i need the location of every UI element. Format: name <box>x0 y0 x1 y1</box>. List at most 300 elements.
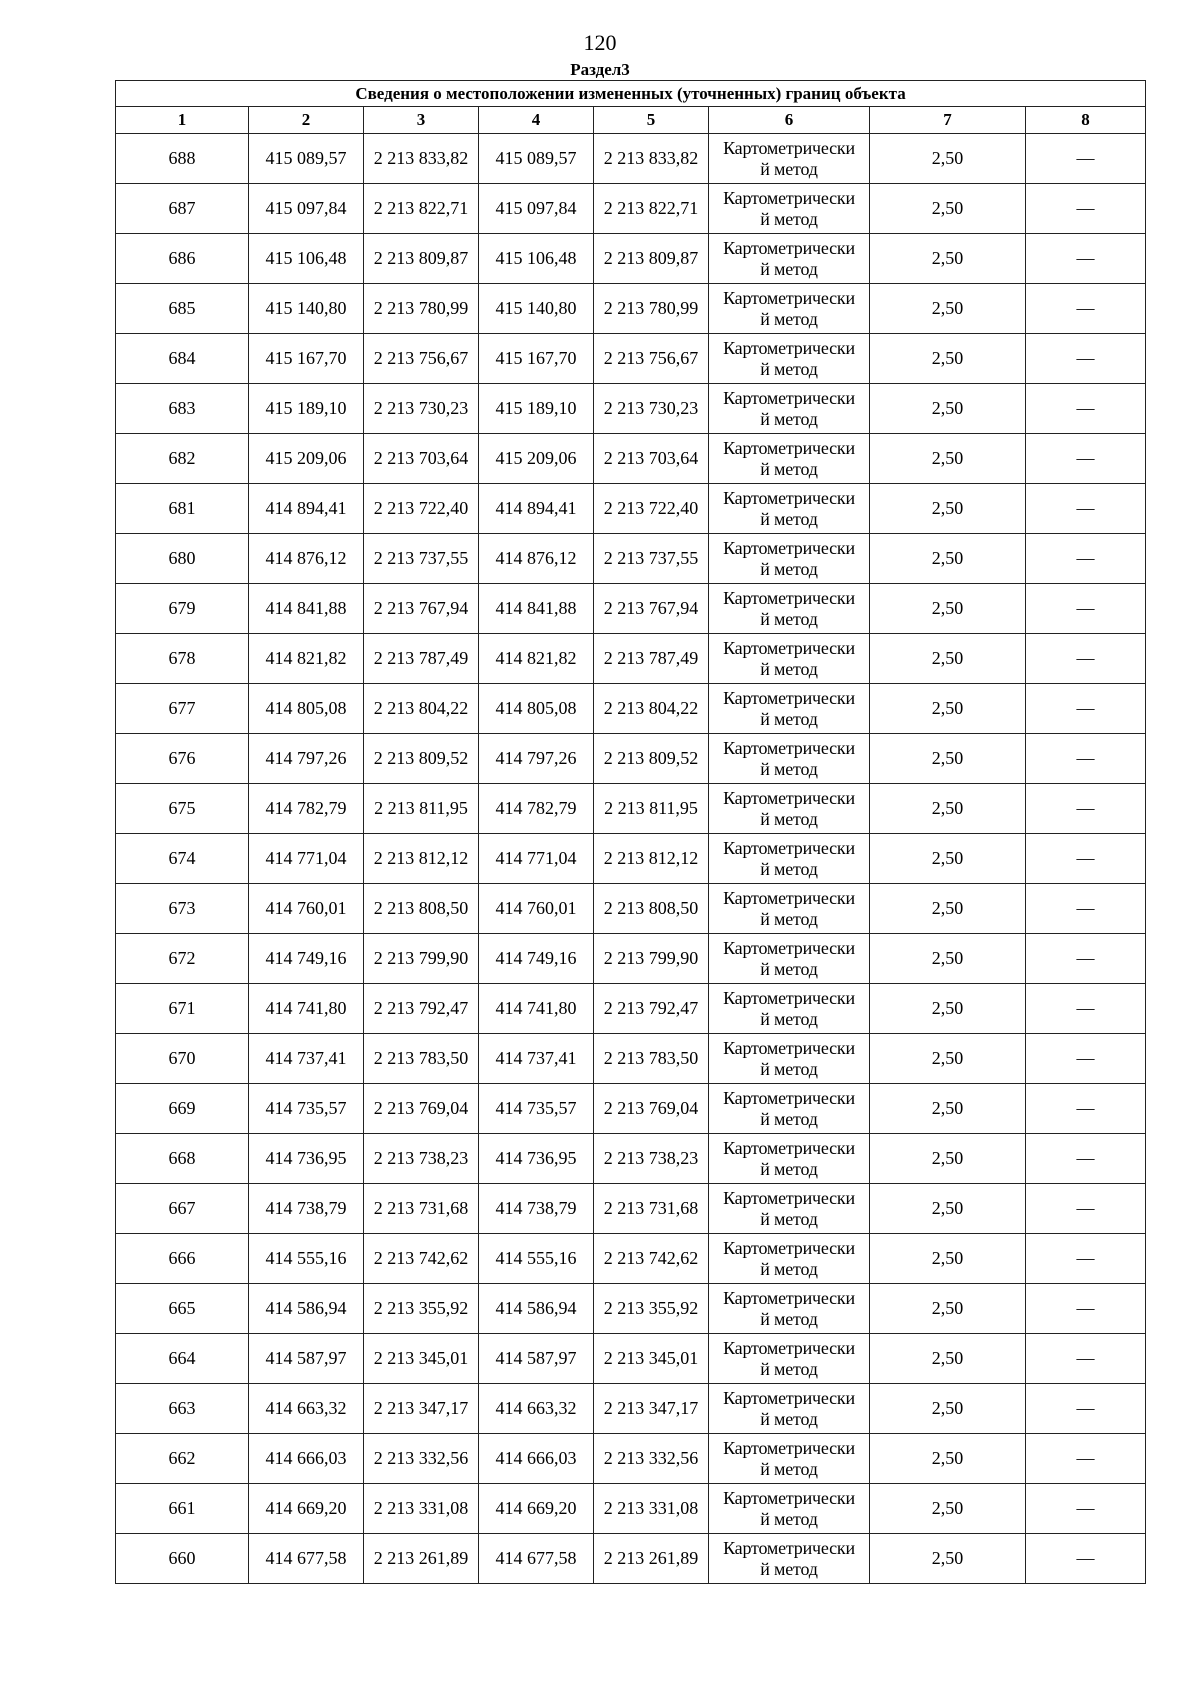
accuracy-cell: 2,50 <box>870 1184 1026 1234</box>
table-row <box>116 284 1146 334</box>
method-line-1: Картометрически <box>723 637 855 658</box>
accuracy-cell: 2,50 <box>870 834 1026 884</box>
accuracy-cell: 2,50 <box>870 984 1026 1034</box>
method-line-2: й метод <box>760 358 818 379</box>
method-line-2: й метод <box>760 708 818 729</box>
y-new-cell: 2 213 742,62 <box>594 1234 709 1284</box>
x-new-cell: 415 106,48 <box>479 234 594 284</box>
method-line-2: й метод <box>760 608 818 629</box>
x-existing-cell: 414 741,80 <box>249 984 364 1034</box>
table-row <box>116 184 1146 234</box>
y-new-cell: 2 213 812,12 <box>594 834 709 884</box>
note-cell: — <box>1026 1334 1146 1384</box>
method-line-1: Картометрически <box>723 1287 855 1308</box>
y-existing-cell: 2 213 261,89 <box>364 1534 479 1584</box>
point-number-cell: 665 <box>116 1284 249 1334</box>
method-line-1: Картометрически <box>723 1437 855 1458</box>
column-number: 3 <box>364 107 479 134</box>
method-cell <box>709 684 870 734</box>
y-existing-cell: 2 213 737,55 <box>364 534 479 584</box>
method-line-1: Картометрически <box>723 1037 855 1058</box>
y-existing-cell: 2 213 783,50 <box>364 1034 479 1084</box>
accuracy-cell: 2,50 <box>870 1484 1026 1534</box>
y-new-cell: 2 213 767,94 <box>594 584 709 634</box>
y-new-cell: 2 213 756,67 <box>594 334 709 384</box>
x-new-cell: 414 666,03 <box>479 1434 594 1484</box>
column-number: 6 <box>709 107 870 134</box>
x-existing-cell: 414 555,16 <box>249 1234 364 1284</box>
note-cell: — <box>1026 334 1146 384</box>
x-new-cell: 414 749,16 <box>479 934 594 984</box>
x-new-cell: 414 841,88 <box>479 584 594 634</box>
table-row <box>116 1484 1146 1534</box>
point-number-cell: 684 <box>116 334 249 384</box>
note-cell: — <box>1026 1284 1146 1334</box>
method-cell <box>709 784 870 834</box>
method-line-2: й метод <box>760 458 818 479</box>
point-number-cell: 676 <box>116 734 249 784</box>
table-row <box>116 134 1146 184</box>
note-cell: — <box>1026 484 1146 534</box>
x-new-cell: 415 097,84 <box>479 184 594 234</box>
x-new-cell: 414 782,79 <box>479 784 594 834</box>
y-existing-cell: 2 213 809,52 <box>364 734 479 784</box>
method-line-1: Картометрически <box>723 187 855 208</box>
method-line-2: й метод <box>760 808 818 829</box>
method-line-1: Картометрически <box>723 787 855 808</box>
x-existing-cell: 414 760,01 <box>249 884 364 934</box>
y-new-cell: 2 213 345,01 <box>594 1334 709 1384</box>
table-row <box>116 1384 1146 1434</box>
accuracy-cell: 2,50 <box>870 1084 1026 1134</box>
table-row <box>116 1334 1146 1384</box>
y-new-cell: 2 213 799,90 <box>594 934 709 984</box>
method-cell <box>709 834 870 884</box>
point-number-cell: 688 <box>116 134 249 184</box>
table-row <box>116 534 1146 584</box>
method-cell <box>709 934 870 984</box>
y-new-cell: 2 213 769,04 <box>594 1084 709 1134</box>
x-new-cell: 414 737,41 <box>479 1034 594 1084</box>
x-existing-cell: 415 097,84 <box>249 184 364 234</box>
table-row <box>116 1184 1146 1234</box>
y-new-cell: 2 213 811,95 <box>594 784 709 834</box>
x-new-cell: 414 741,80 <box>479 984 594 1034</box>
accuracy-cell: 2,50 <box>870 1284 1026 1334</box>
table-row <box>116 484 1146 534</box>
y-new-cell: 2 213 722,40 <box>594 484 709 534</box>
method-line-2: й метод <box>760 508 818 529</box>
method-cell <box>709 1384 870 1434</box>
method-cell <box>709 1184 870 1234</box>
y-existing-cell: 2 213 742,62 <box>364 1234 479 1284</box>
point-number-cell: 664 <box>116 1334 249 1384</box>
y-existing-cell: 2 213 355,92 <box>364 1284 479 1334</box>
method-line-1: Картометрически <box>723 1187 855 1208</box>
note-cell: — <box>1026 384 1146 434</box>
method-line-2: й метод <box>760 1308 818 1329</box>
method-line-1: Картометрически <box>723 1137 855 1158</box>
x-existing-cell: 415 209,06 <box>249 434 364 484</box>
x-existing-cell: 414 749,16 <box>249 934 364 984</box>
method-line-1: Картометрически <box>723 287 855 308</box>
x-new-cell: 414 586,94 <box>479 1284 594 1334</box>
accuracy-cell: 2,50 <box>870 234 1026 284</box>
x-existing-cell: 414 666,03 <box>249 1434 364 1484</box>
x-new-cell: 415 140,80 <box>479 284 594 334</box>
y-existing-cell: 2 213 756,67 <box>364 334 479 384</box>
x-new-cell: 415 209,06 <box>479 434 594 484</box>
accuracy-cell: 2,50 <box>870 1434 1026 1484</box>
table-row <box>116 1084 1146 1134</box>
x-new-cell: 414 663,32 <box>479 1384 594 1434</box>
method-cell <box>709 1234 870 1284</box>
method-cell <box>709 484 870 534</box>
method-line-2: й метод <box>760 1108 818 1129</box>
note-cell: — <box>1026 534 1146 584</box>
accuracy-cell: 2,50 <box>870 534 1026 584</box>
column-number: 4 <box>479 107 594 134</box>
method-cell <box>709 1134 870 1184</box>
accuracy-cell: 2,50 <box>870 884 1026 934</box>
column-number-row <box>116 107 1146 134</box>
point-number-cell: 666 <box>116 1234 249 1284</box>
point-number-cell: 683 <box>116 384 249 434</box>
x-existing-cell: 415 189,10 <box>249 384 364 434</box>
method-line-1: Картометрически <box>723 687 855 708</box>
method-cell <box>709 384 870 434</box>
note-cell: — <box>1026 634 1146 684</box>
accuracy-cell: 2,50 <box>870 1334 1026 1384</box>
method-line-2: й метод <box>760 658 818 679</box>
point-number-cell: 687 <box>116 184 249 234</box>
method-cell <box>709 634 870 684</box>
x-new-cell: 414 805,08 <box>479 684 594 734</box>
y-existing-cell: 2 213 833,82 <box>364 134 479 184</box>
point-number-cell: 686 <box>116 234 249 284</box>
method-line-2: й метод <box>760 1208 818 1229</box>
x-existing-cell: 414 876,12 <box>249 534 364 584</box>
y-existing-cell: 2 213 332,56 <box>364 1434 479 1484</box>
table-row <box>116 784 1146 834</box>
x-new-cell: 414 771,04 <box>479 834 594 884</box>
point-number-cell: 663 <box>116 1384 249 1434</box>
method-cell <box>709 584 870 634</box>
point-number-cell: 671 <box>116 984 249 1034</box>
accuracy-cell: 2,50 <box>870 434 1026 484</box>
accuracy-cell: 2,50 <box>870 784 1026 834</box>
method-line-2: й метод <box>760 1558 818 1579</box>
y-new-cell: 2 213 332,56 <box>594 1434 709 1484</box>
table-row <box>116 384 1146 434</box>
x-new-cell: 414 735,57 <box>479 1084 594 1134</box>
accuracy-cell: 2,50 <box>870 484 1026 534</box>
method-line-2: й метод <box>760 308 818 329</box>
y-new-cell: 2 213 703,64 <box>594 434 709 484</box>
note-cell: — <box>1026 1034 1146 1084</box>
method-line-2: й метод <box>760 1408 818 1429</box>
method-line-1: Картометрически <box>723 1537 855 1558</box>
note-cell: — <box>1026 1234 1146 1284</box>
x-existing-cell: 414 677,58 <box>249 1534 364 1584</box>
y-existing-cell: 2 213 809,87 <box>364 234 479 284</box>
y-existing-cell: 2 213 769,04 <box>364 1084 479 1134</box>
y-existing-cell: 2 213 738,23 <box>364 1134 479 1184</box>
y-existing-cell: 2 213 787,49 <box>364 634 479 684</box>
x-existing-cell: 414 663,32 <box>249 1384 364 1434</box>
accuracy-cell: 2,50 <box>870 1534 1026 1584</box>
method-line-2: й метод <box>760 758 818 779</box>
note-cell: — <box>1026 834 1146 884</box>
y-new-cell: 2 213 347,17 <box>594 1384 709 1434</box>
y-new-cell: 2 213 787,49 <box>594 634 709 684</box>
x-existing-cell: 414 841,88 <box>249 584 364 634</box>
table-caption: Сведения о местоположении измененных (уточненных) границ объекта <box>116 81 1146 107</box>
accuracy-cell: 2,50 <box>870 1234 1026 1284</box>
y-new-cell: 2 213 783,50 <box>594 1034 709 1084</box>
note-cell: — <box>1026 434 1146 484</box>
y-new-cell: 2 213 833,82 <box>594 134 709 184</box>
x-existing-cell: 415 106,48 <box>249 234 364 284</box>
method-cell <box>709 884 870 934</box>
method-line-2: й метод <box>760 958 818 979</box>
point-number-cell: 685 <box>116 284 249 334</box>
method-line-1: Картометрически <box>723 1487 855 1508</box>
method-cell <box>709 1084 870 1134</box>
table-row <box>116 334 1146 384</box>
y-new-cell: 2 213 331,08 <box>594 1484 709 1534</box>
x-existing-cell: 414 805,08 <box>249 684 364 734</box>
method-line-1: Картометрически <box>723 1387 855 1408</box>
note-cell: — <box>1026 684 1146 734</box>
accuracy-cell: 2,50 <box>870 1384 1026 1434</box>
y-existing-cell: 2 213 730,23 <box>364 384 479 434</box>
method-line-2: й метод <box>760 158 818 179</box>
method-line-2: й метод <box>760 1008 818 1029</box>
accuracy-cell: 2,50 <box>870 634 1026 684</box>
y-existing-cell: 2 213 767,94 <box>364 584 479 634</box>
y-existing-cell: 2 213 811,95 <box>364 784 479 834</box>
note-cell: — <box>1026 1084 1146 1134</box>
accuracy-cell: 2,50 <box>870 934 1026 984</box>
y-new-cell: 2 213 261,89 <box>594 1534 709 1584</box>
page-number: 120 <box>583 30 617 55</box>
column-number: 8 <box>1026 107 1146 134</box>
note-cell: — <box>1026 884 1146 934</box>
note-cell: — <box>1026 284 1146 334</box>
method-line-2: й метод <box>760 1358 818 1379</box>
y-new-cell: 2 213 737,55 <box>594 534 709 584</box>
note-cell: — <box>1026 984 1146 1034</box>
method-cell <box>709 184 870 234</box>
method-cell <box>709 284 870 334</box>
note-cell: — <box>1026 1384 1146 1434</box>
method-cell <box>709 134 870 184</box>
y-new-cell: 2 213 792,47 <box>594 984 709 1034</box>
y-existing-cell: 2 213 812,12 <box>364 834 479 884</box>
method-cell <box>709 1484 870 1534</box>
method-cell <box>709 734 870 784</box>
x-new-cell: 414 760,01 <box>479 884 594 934</box>
method-line-2: й метод <box>760 1258 818 1279</box>
table-row <box>116 1134 1146 1184</box>
method-line-2: й метод <box>760 558 818 579</box>
y-new-cell: 2 213 809,87 <box>594 234 709 284</box>
method-cell <box>709 434 870 484</box>
column-number: 7 <box>870 107 1026 134</box>
point-number-cell: 672 <box>116 934 249 984</box>
method-line-1: Картометрически <box>723 437 855 458</box>
y-existing-cell: 2 213 345,01 <box>364 1334 479 1384</box>
point-number-cell: 660 <box>116 1534 249 1584</box>
x-existing-cell: 414 821,82 <box>249 634 364 684</box>
y-existing-cell: 2 213 780,99 <box>364 284 479 334</box>
method-line-1: Картометрически <box>723 487 855 508</box>
x-existing-cell: 414 669,20 <box>249 1484 364 1534</box>
table-row <box>116 434 1146 484</box>
table-row <box>116 1434 1146 1484</box>
point-number-cell: 674 <box>116 834 249 884</box>
accuracy-cell: 2,50 <box>870 184 1026 234</box>
method-line-2: й метод <box>760 258 818 279</box>
y-new-cell: 2 213 780,99 <box>594 284 709 334</box>
x-existing-cell: 414 737,41 <box>249 1034 364 1084</box>
point-number-cell: 682 <box>116 434 249 484</box>
note-cell: — <box>1026 1184 1146 1234</box>
x-new-cell: 414 821,82 <box>479 634 594 684</box>
method-line-2: й метод <box>760 408 818 429</box>
accuracy-cell: 2,50 <box>870 134 1026 184</box>
method-line-2: й метод <box>760 1508 818 1529</box>
method-line-2: й метод <box>760 1058 818 1079</box>
x-new-cell: 414 736,95 <box>479 1134 594 1184</box>
x-existing-cell: 414 894,41 <box>249 484 364 534</box>
note-cell: — <box>1026 584 1146 634</box>
note-cell: — <box>1026 934 1146 984</box>
x-existing-cell: 414 797,26 <box>249 734 364 784</box>
table-row <box>116 1534 1146 1584</box>
method-line-1: Картометрически <box>723 887 855 908</box>
table-row <box>116 934 1146 984</box>
method-line-1: Картометрически <box>723 587 855 608</box>
y-existing-cell: 2 213 792,47 <box>364 984 479 1034</box>
point-number-cell: 680 <box>116 534 249 584</box>
method-line-1: Картометрически <box>723 987 855 1008</box>
x-new-cell: 414 587,97 <box>479 1334 594 1384</box>
method-line-1: Картометрически <box>723 237 855 258</box>
note-cell: — <box>1026 1434 1146 1484</box>
table-body <box>116 134 1146 1584</box>
point-number-cell: 678 <box>116 634 249 684</box>
table-row <box>116 634 1146 684</box>
point-number-cell: 667 <box>116 1184 249 1234</box>
x-existing-cell: 415 140,80 <box>249 284 364 334</box>
y-existing-cell: 2 213 731,68 <box>364 1184 479 1234</box>
y-new-cell: 2 213 822,71 <box>594 184 709 234</box>
method-cell <box>709 234 870 284</box>
y-existing-cell: 2 213 822,71 <box>364 184 479 234</box>
note-cell: — <box>1026 134 1146 184</box>
x-new-cell: 414 669,20 <box>479 1484 594 1534</box>
x-new-cell: 414 738,79 <box>479 1184 594 1234</box>
accuracy-cell: 2,50 <box>870 284 1026 334</box>
note-cell: — <box>1026 1134 1146 1184</box>
x-new-cell: 414 677,58 <box>479 1534 594 1584</box>
method-line-1: Картометрически <box>723 537 855 558</box>
y-new-cell: 2 213 355,92 <box>594 1284 709 1334</box>
accuracy-cell: 2,50 <box>870 684 1026 734</box>
section-title: Раздел3 <box>570 60 630 79</box>
point-number-cell: 679 <box>116 584 249 634</box>
method-line-1: Картометрически <box>723 837 855 858</box>
y-new-cell: 2 213 731,68 <box>594 1184 709 1234</box>
x-existing-cell: 414 771,04 <box>249 834 364 884</box>
note-cell: — <box>1026 184 1146 234</box>
table-row <box>116 734 1146 784</box>
note-cell: — <box>1026 784 1146 834</box>
point-number-cell: 668 <box>116 1134 249 1184</box>
method-line-1: Картометрически <box>723 1087 855 1108</box>
x-new-cell: 414 797,26 <box>479 734 594 784</box>
table-row <box>116 584 1146 634</box>
point-number-cell: 673 <box>116 884 249 934</box>
x-existing-cell: 414 782,79 <box>249 784 364 834</box>
table-row <box>116 1284 1146 1334</box>
y-existing-cell: 2 213 703,64 <box>364 434 479 484</box>
x-existing-cell: 414 735,57 <box>249 1084 364 1134</box>
table-row <box>116 1034 1146 1084</box>
method-cell <box>709 334 870 384</box>
method-line-1: Картометрически <box>723 387 855 408</box>
table-row <box>116 884 1146 934</box>
method-line-1: Картометрически <box>723 337 855 358</box>
y-new-cell: 2 213 808,50 <box>594 884 709 934</box>
point-number-cell: 662 <box>116 1434 249 1484</box>
column-number: 2 <box>249 107 364 134</box>
y-new-cell: 2 213 730,23 <box>594 384 709 434</box>
accuracy-cell: 2,50 <box>870 1034 1026 1084</box>
y-existing-cell: 2 213 799,90 <box>364 934 479 984</box>
note-cell: — <box>1026 734 1146 784</box>
accuracy-cell: 2,50 <box>870 384 1026 434</box>
method-cell <box>709 1034 870 1084</box>
method-line-1: Картометрически <box>723 737 855 758</box>
coordinates-table <box>115 80 1146 1584</box>
x-new-cell: 414 876,12 <box>479 534 594 584</box>
accuracy-cell: 2,50 <box>870 584 1026 634</box>
method-cell <box>709 1534 870 1584</box>
table-row <box>116 834 1146 884</box>
column-number: 1 <box>116 107 249 134</box>
method-cell <box>709 1334 870 1384</box>
method-line-2: й метод <box>760 908 818 929</box>
note-cell: — <box>1026 1534 1146 1584</box>
point-number-cell: 681 <box>116 484 249 534</box>
point-number-cell: 670 <box>116 1034 249 1084</box>
point-number-cell: 669 <box>116 1084 249 1134</box>
method-line-1: Картометрически <box>723 1237 855 1258</box>
table-row <box>116 684 1146 734</box>
table-row <box>116 984 1146 1034</box>
y-new-cell: 2 213 738,23 <box>594 1134 709 1184</box>
table-row <box>116 1234 1146 1284</box>
note-cell: — <box>1026 1484 1146 1534</box>
method-line-2: й метод <box>760 1458 818 1479</box>
x-new-cell: 415 167,70 <box>479 334 594 384</box>
x-existing-cell: 414 587,97 <box>249 1334 364 1384</box>
x-existing-cell: 415 089,57 <box>249 134 364 184</box>
accuracy-cell: 2,50 <box>870 334 1026 384</box>
